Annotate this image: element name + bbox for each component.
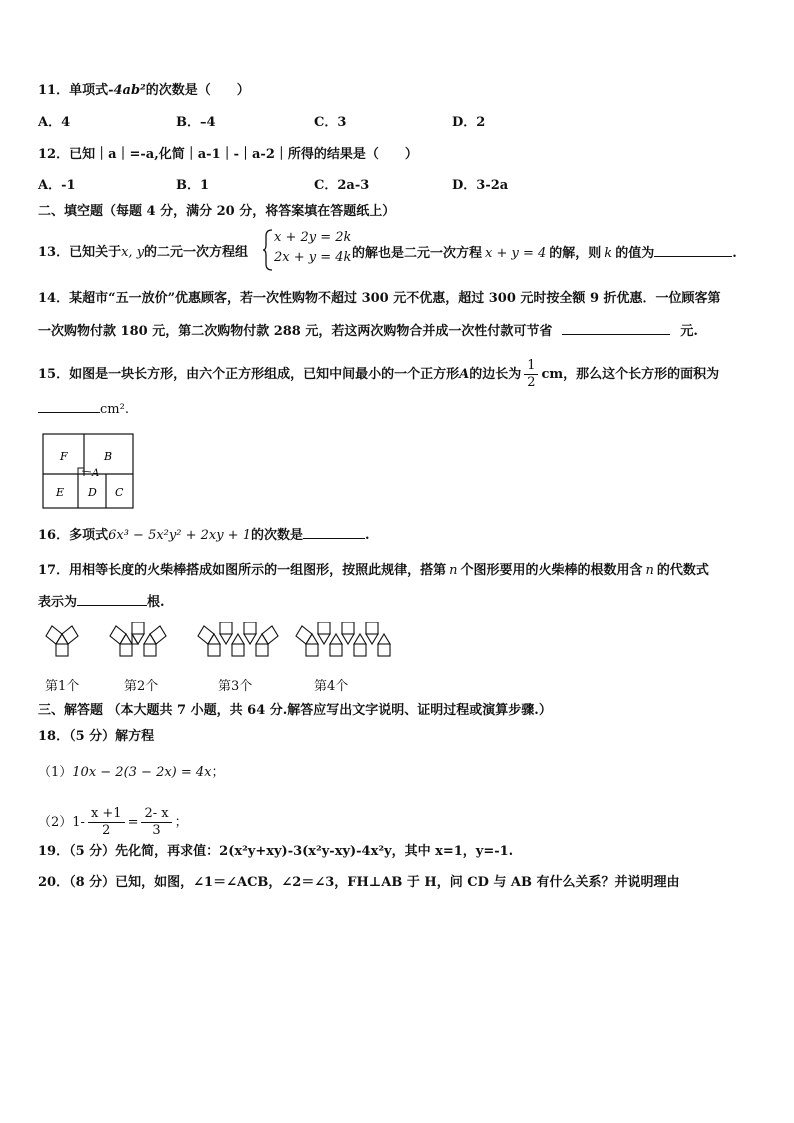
q11-option-b: B．–4 bbox=[176, 115, 216, 130]
q17-caption-1: 第1个 bbox=[45, 679, 80, 694]
q18-part2 bbox=[38, 806, 188, 839]
q13-system bbox=[274, 228, 351, 268]
q16-post: 的次数是 bbox=[250, 528, 303, 543]
q11-option-a: A．4 bbox=[38, 115, 71, 130]
q11-stem bbox=[38, 82, 250, 100]
q12-option-d: D．3-2a bbox=[452, 178, 509, 193]
q17-n: n bbox=[449, 563, 458, 578]
q12-stem: 12．已知｜a｜=-a,化简｜a-1｜-｜a-2｜所得的结果是（ ） bbox=[38, 147, 418, 162]
q18-fraction-2 bbox=[141, 806, 171, 839]
q17-caption-3: 第3个 bbox=[218, 679, 253, 694]
q18-part1-label: （1） bbox=[38, 765, 73, 780]
q13-post: 的解也是二元一次方程 bbox=[352, 246, 483, 261]
figure-label-f: F bbox=[60, 450, 68, 463]
q15-line2 bbox=[38, 400, 129, 419]
q15-mid: 的边长为 bbox=[469, 367, 522, 382]
q13-end: . bbox=[732, 246, 737, 261]
q15-line1 bbox=[38, 358, 719, 391]
q13-equation-1: x + 2y = 2k bbox=[274, 230, 352, 245]
q18-part1-equation: 10x − 2(3 − 2x) = 4x bbox=[72, 765, 212, 780]
q17-matchstick-figures bbox=[38, 622, 398, 674]
q17-prefix: 17．用相等长度的火柴棒搭成如图所示的一组图形，按照此规律，搭第 bbox=[38, 563, 447, 578]
q13-equation-2: 2x + y = 4k bbox=[274, 250, 352, 265]
q12-option-c: C．2a-3 bbox=[314, 178, 370, 193]
q18-part1 bbox=[38, 764, 225, 782]
q18-title: 18．（5 分）解方程 bbox=[38, 729, 155, 744]
q18-frac2-den: 3 bbox=[152, 823, 161, 838]
figure-label-d: D bbox=[88, 486, 97, 499]
q11-option-d: D．2 bbox=[452, 115, 486, 130]
q13-mid: 的二元一次方程组 bbox=[144, 245, 249, 260]
q17-answer-blank[interactable] bbox=[77, 593, 147, 606]
q17-n-2: n bbox=[645, 563, 654, 578]
q14-line1: 14．某超市“五一放价”优惠顾客，若一次性购物不超过 300 元不优惠，超过 300 元时按全额 9 折优惠．一位顾客第 bbox=[38, 291, 721, 306]
matchstick-figure-3 bbox=[198, 622, 278, 656]
q17-caption-2: 第2个 bbox=[124, 679, 159, 694]
q19-text: 19．（5 分）先化简，再求值：2(x²y+xy)-3(x²y-xy)-4x²y，其中 x=1，y=-1. bbox=[38, 844, 514, 859]
q17-line2-prefix: 表示为 bbox=[38, 595, 78, 610]
q13-k: k bbox=[604, 246, 613, 261]
q15-fraction bbox=[524, 358, 538, 391]
q13-text-b bbox=[352, 244, 737, 263]
q13-vars: x, y bbox=[121, 245, 145, 260]
q15-post: cm，那么这个长方形的面积为 bbox=[541, 367, 720, 382]
q17-post: 的代数式 bbox=[656, 563, 709, 578]
left-brace-icon bbox=[262, 228, 274, 272]
q18-frac2-num: 2- x bbox=[141, 806, 171, 823]
q18-frac1-den: 2 bbox=[102, 823, 111, 838]
q17-mid: 个图形要用的火柴棒的根数用含 bbox=[460, 563, 643, 578]
q14-line2 bbox=[38, 322, 698, 341]
q13-equation-3: x + y = 4 bbox=[485, 246, 547, 261]
q15-frac-num: 1 bbox=[524, 358, 538, 375]
q14-answer-blank[interactable] bbox=[562, 322, 670, 335]
q20-text: 20．（8 分）已知，如图，∠1＝∠ACB，∠2＝∠3，FH⊥AB 于 H，问 CD 与 AB 有什么关系？并说明理由 bbox=[38, 875, 680, 890]
q12-option-b: B．1 bbox=[176, 178, 210, 193]
q17-line2 bbox=[38, 593, 165, 612]
matchstick-figure-1 bbox=[46, 626, 78, 656]
figure-label-c: C bbox=[115, 486, 124, 499]
q15-frac-den: 2 bbox=[527, 375, 536, 390]
q16-answer-blank[interactable] bbox=[303, 526, 365, 539]
q17-line1 bbox=[38, 562, 709, 580]
q16-polynomial: 6x³ − 5x²y² + 2xy + 1 bbox=[108, 528, 251, 543]
q13-post2: 的解，则 bbox=[549, 246, 602, 261]
q15-square-a: A bbox=[459, 367, 470, 382]
matchstick-figure-2 bbox=[110, 622, 166, 656]
q13-text-a bbox=[38, 244, 248, 262]
q11-option-c: C．3 bbox=[314, 115, 347, 130]
q11-options bbox=[38, 114, 758, 132]
q18-fraction-1 bbox=[88, 806, 125, 839]
figure-label-e: E bbox=[56, 486, 65, 499]
q11-stem-suffix: 的次数是（ ） bbox=[145, 83, 250, 98]
q15-rectangle-figure bbox=[40, 432, 136, 510]
section3-heading: 三、解答题 （本大题共 7 小题，共 64 分.解答应写出文字说明、证明过程或演算步骤.） bbox=[38, 703, 552, 718]
q14-unit: 元. bbox=[680, 324, 698, 339]
q12-options bbox=[38, 177, 758, 195]
q14-line2-text: 一次购物付款 180 元，第二次购物付款 288 元，若这两次购物合并成一次性付款可节省 bbox=[38, 324, 553, 339]
q17-caption-4: 第4个 bbox=[314, 679, 349, 694]
q13-prefix: 13．已知关于 bbox=[38, 245, 122, 260]
q13-post3: 的值为 bbox=[615, 246, 655, 261]
q18-equals: = bbox=[127, 815, 139, 830]
q16-end: . bbox=[364, 528, 370, 543]
figure-label-b: B bbox=[104, 450, 113, 463]
q13-answer-blank[interactable] bbox=[654, 244, 732, 257]
q18-part2-end: ； bbox=[174, 815, 188, 830]
q18-part1-end: ； bbox=[211, 765, 225, 780]
q15-answer-blank[interactable] bbox=[38, 400, 100, 413]
q16-prefix: 16．多项式 bbox=[38, 528, 109, 543]
q17-unit: 根. bbox=[147, 595, 165, 610]
q18-frac1-num: x +1 bbox=[88, 806, 125, 823]
matchstick-figure-4 bbox=[296, 622, 390, 656]
section2-heading: 二、填空题（每题 4 分，满分 20 分，将答案填在答题纸上） bbox=[38, 204, 396, 219]
q15-prefix: 15．如图是一块长方形，由六个正方形组成，已知中间最小的一个正方形 bbox=[38, 367, 460, 382]
q16-text bbox=[38, 526, 370, 545]
q18-part2-label: （2）1- bbox=[38, 815, 85, 830]
q12-option-a: A．-1 bbox=[38, 178, 76, 193]
q11-stem-prefix: 11．单项式 bbox=[38, 83, 109, 98]
q15-unit: cm². bbox=[100, 402, 129, 417]
figure-label-a: A bbox=[92, 468, 100, 479]
q11-expression: -4ab² bbox=[108, 83, 146, 98]
